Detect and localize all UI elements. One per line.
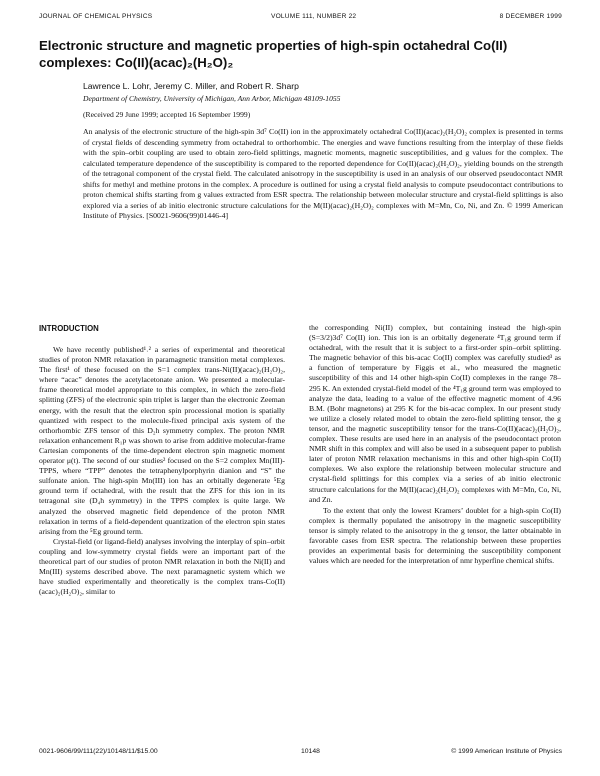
page-footer bbox=[39, 748, 562, 760]
section-heading: INTRODUCTION bbox=[39, 324, 99, 333]
running-head bbox=[39, 13, 562, 25]
author-list: Lawrence L. Lohr, Jeremy C. Miller, and Robert R. Sharp bbox=[83, 81, 299, 91]
paragraph: To the extent that only the lowest Kramers’ doublet for a high-spin Co(II) complex is thermally populated the anisotropy in the magnetic susceptibility tensor is simply related to the anisotropy in the g tensor, the latter obtainable in favorable cases from ESR spectra. The relationship between these properties provides an experimental basis for determining the susceptibility component values which are needed for the interpretation of nmr hyperfine chemical shifts. bbox=[309, 505, 561, 566]
received-dates: (Received 29 June 1999; accepted 16 September 1999) bbox=[83, 110, 251, 119]
journal-name: JOURNAL OF CHEMICAL PHYSICS bbox=[39, 13, 153, 20]
paper-title: Electronic structure and magnetic properties of high-spin octahedral Co(II) complexes: Co(II)(acac)₂(H₂O)₂ bbox=[39, 38, 508, 70]
paragraph: Crystal-field (or ligand-field) analyses involving the interplay of spin–orbit coupling and low-symmetry crystal fields were an important part of the theoretical part of our studies of proton NMR relaxation in both the Ni(II) and Mn(III) systems described above. The next paramagnetic system which we have studied experimentally and theoretically is the complex trans-Co(II)(acac)₂(H₂O)₂, similar to bbox=[39, 536, 285, 597]
affiliation: Department of Chemistry, University of Michigan, Ann Arbor, Michigan 48109-1055 bbox=[83, 94, 341, 103]
right-column bbox=[309, 323, 561, 741]
paragraph: the corresponding Ni(II) complex, but containing instead the high-spin (S=3/2)3d⁷ Co(II) ion. This ion is an orbitally degenerate ⁴T₁g ground term if octahedral, with the result that it is subject to a first-order spin–orbit splitting. The magnetic behavior of this bis-acac Co(II) complex was carefully studied³ as a function of temperature by Figgis et al., who measured the magnetic susceptibility of this and 14 other high-spin Co(II) complexes in the range 78–295 K. An extended crystal-field model of the ⁴T₁g ground term was employed to analyze the data, leading to a value of the effective magnetic moment of 4.96 B.M. (Bohr magnetons) at 295 K for the bis-acac complex. In our present study we utilize a closely related model to obtain the zero-field splitting tensor, the g tensor, and the magnetic susceptibility tensor for the trans-Co(II)(acac)₂(H₂O)₂, complex. These results are used here in an analysis of the pseudocontact proton NMR shift in this complex and will also be used in a subsequent paper to publish later of proton NMR relaxation mechanisms in this and other high-spin Co(II) complexes. We also explore the relationship between molecular structure and crystal-field splittings for this complex via a series of ab initio electronic structure calculations for the M(II)(acac)₂(H₂O)₂ complexes with M=Mn, Co, Ni, and Zn. bbox=[309, 323, 561, 504]
page-number: 10148 bbox=[301, 748, 320, 755]
issue-date: 8 DECEMBER 1999 bbox=[499, 13, 562, 20]
abstract: An analysis of the electronic structure of the high-spin 3d⁷ Co(II) ion in the approximately octahedral Co(II)(acac)₂(H₂O)₂ complex is presented in terms of crystal fields of descending symmetry from octahedral to orthorhombic. The energies and wave functions resulting from the interplay of these fields with the spin–orbit coupling are used to obtain zero-field splittings, magnetic moments, magnetic susceptibilities, and g values for the complex. The calculated temperature dependence of the susceptibility is compared to the reported dependence for Co(II)(acac)₂(H₂O)₂, yielding bounds on the strength of the tetragonal component of the crystal field. The calculated anisotropy in the susceptibility is used in an analysis of our observed pseudocontact NMR shifts for methyl and methine protons in the complex. A procedure is outlined for using a crystal field analysis to compute pseudocontact contributions to proton chemical shifts starting from g values extracted from ESR spectra. The relationship between molecular structure and crystal-field splittings is also explored via a series of ab initio electronic structure calculations for the M(II)(acac)₂(H₂O)₂ complexes with M=Mn, Co, Ni, and Zn. © 1999 American Institute of Physics. [S0021-9606(99)01446-4] bbox=[83, 127, 563, 220]
paragraph: We have recently published¹˒² a series of experimental and theoretical studies of proton NMR relaxation in paramagnetic transition metal complexes. The first¹ of these focused on the S=1 complex trans-Ni(II)(acac)₂(H₂O)₂, where “acac” denotes the acetylacetonate anion. We presented a molecular-frame theoretical model appropriate to this complex, in which the zero-field splitting (ZFS) of the electronic spin triplet is larger than the electronic Zeeman energy, with the result that the electron spin processional motion is spatially quantized with respect to the molecule-fixed principal axis system of the orthorhombic ZFS tensor of this D₂h symmetry complex. The proton NMR relaxation enhancement R₁p was shown to arise from additive molecular-frame Cartesian components of the time-dependent electron spin magnetic moment operator μ(t). The second of our studies² focused on the S=2 complex Mn(III)-TPPS, where “TPP” denotes the tetraphenylporphyrin dianion and “S” the sulfonate anion. The high-spin Mn(III) ion has an orbitally degenerate ⁵Eg ground term if octahedral, with the result that the ZFS for this ion in its tetragonal site (D₄h symmetry) in the TPPS complex is quite large. We analyzed the observed magnetic field dependence of the proton NMR relaxation in terms of a field-dependent quantization of the electron spin states arising from the ⁵Eg ground term. bbox=[39, 345, 285, 536]
article-code: 0021-9606/99/111(22)/10148/11/$15.00 bbox=[39, 748, 158, 755]
volume-number: VOLUME 111, NUMBER 22 bbox=[271, 13, 357, 20]
copyright: © 1999 American Institute of Physics bbox=[451, 748, 562, 755]
left-column bbox=[39, 345, 285, 740]
